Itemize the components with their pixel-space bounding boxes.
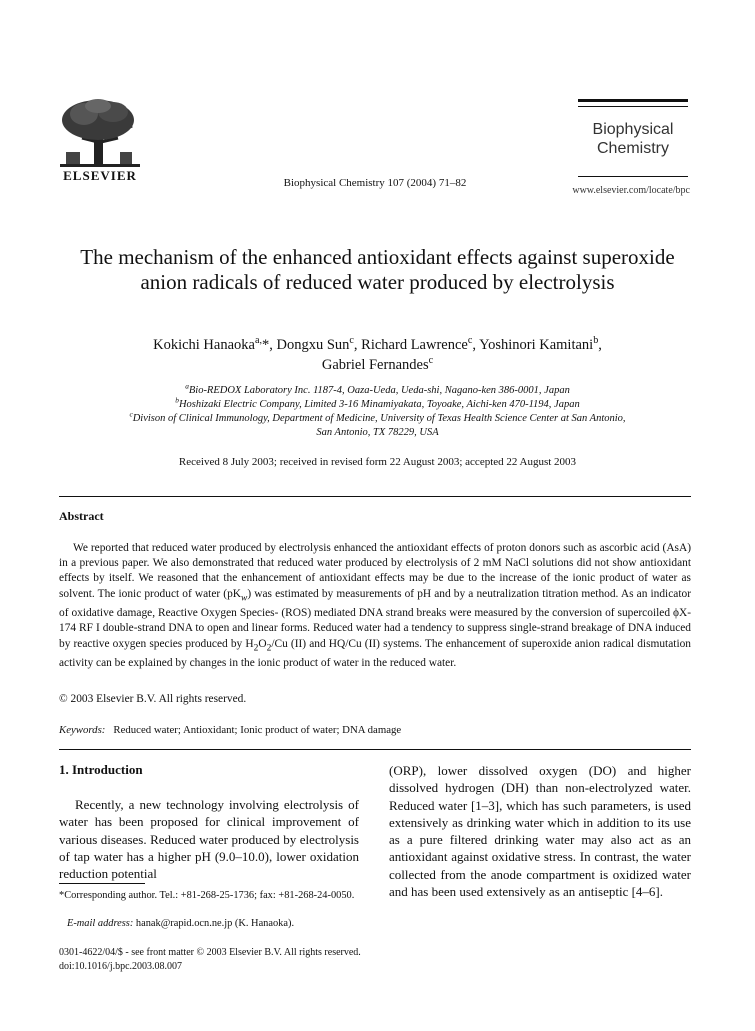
affil-marker: a, xyxy=(254,335,262,347)
affil-text: Hoshizaki Electric Company, Limited 3-16 Minamiyakata, Toyoake, Aichi-ken 470-1194, Japan xyxy=(178,399,580,410)
author-list xyxy=(60,335,695,375)
subscript: 2 xyxy=(253,642,259,653)
abstract-text: O xyxy=(258,637,267,650)
publisher-name: ELSEVIER xyxy=(63,168,137,183)
right-column-paragraph: (ORP), lower dissolved oxygen (DO) and higher dissolved hydrogen (DH) than non-electrolyzed water. Reduced water [1–3], which has such parameters, is used extensively as drinking water which in addition to its use as a pure filtered drinking water may also act as an antioxidant against oxidative stress. In contrast, the water collected from the anode compartment is oxidized water and has been used extensively as an antiseptic [4–6]. xyxy=(389,763,691,900)
abstract-copyright: © 2003 Elsevier B.V. All rights reserved. xyxy=(59,693,247,705)
author-kamitani: , Yoshinori Kamitani xyxy=(472,337,594,353)
abstract-top-rule xyxy=(59,496,691,497)
affil-label: c xyxy=(129,409,133,419)
email-footnote xyxy=(59,917,359,931)
header-rule-bottom xyxy=(578,176,688,177)
affiliation-c-cont: San Antonio, TX 78229, USA xyxy=(316,427,439,438)
article-title: The mechanism of the enhanced antioxidant effects against superoxide anion radicals of reduced water produced by electrolysis xyxy=(80,245,675,294)
keywords-bottom-rule xyxy=(59,749,691,750)
subscript: w xyxy=(241,592,248,603)
author-sun: , Dongxu Sun xyxy=(269,337,350,353)
header-rule-thin xyxy=(578,106,688,107)
journal-name-line1: Biophysical xyxy=(592,121,674,138)
received-dates: Received 8 July 2003; received in revised form 22 August 2003; accepted 22 August 2003 xyxy=(178,456,577,468)
affil-marker: c xyxy=(428,355,434,367)
corresponding-author-footnote: *Corresponding author. Tel.: +81-268-25-1736; fax: +81-268-24-0050. xyxy=(59,890,355,901)
affil-marker: b xyxy=(593,335,599,347)
affil-text: Divison of Clinical Immunology, Department of Medicine, University of Texas Health Science Center at San Antonio, xyxy=(132,413,626,424)
affil-marker: c xyxy=(467,335,473,347)
author-hanaoka: Kokichi Hanaoka xyxy=(153,337,255,353)
abstract-text: ) was estimated by measurements of pH and by a neutralization titration method. As an indicator of oxidative damage, Reactive Oxygen Species- (ROS) mediated DNA strand breaks were measured by the conversion of supercoiled ϕX-174 RF I double-strand DNA to open and linear forms. Reduced water had a tendency to suppress single-strand breakage of DNA induced by reactive oxygen species produced by H xyxy=(59,587,691,650)
section-heading-introduction: 1. Introduction xyxy=(59,762,143,777)
keywords xyxy=(59,724,401,736)
affil-label: b xyxy=(175,395,179,405)
affil-text: Bio-REDOX Laboratory Inc. 1187-4, Oaza-Ueda, Ueda-shi, Nagano-ken 386-0001, Japan xyxy=(188,385,570,396)
affil-label: a xyxy=(185,381,189,391)
journal-reference: Biophysical Chemistry 107 (2004) 71–82 xyxy=(283,177,467,189)
abstract-text: /Cu (II) and HQ/Cu (II) systems. The enhancement of superoxide anion radical dismutation activity can be explained by changes in the ionic product of water in the reduced water. xyxy=(59,637,691,669)
keywords-label: Keywords: xyxy=(59,724,106,736)
affiliation-c xyxy=(60,409,695,426)
email-address[interactable]: hanak@rapid.ocn.ne.jp (K. Hanaoka). xyxy=(135,918,295,929)
author-line-2 xyxy=(60,355,695,375)
subscript: 2 xyxy=(266,642,272,653)
affiliation-b xyxy=(60,395,695,412)
journal-url[interactable]: www.elsevier.com/locate/bpc xyxy=(572,185,690,196)
affiliation-a xyxy=(60,381,695,398)
corresponding-marker: * xyxy=(262,337,270,353)
abstract-body xyxy=(59,541,691,671)
left-column-paragraph: Recently, a new technology involving electrolysis of water has been proposed for clinical improvement of various diseases. Reduced water produced by electrolysis of tap water has a higher pH (9.0–10.0), lower oxidation reduction potential xyxy=(59,797,359,882)
author-fernandes: Gabriel Fernandes xyxy=(321,357,429,373)
affil-marker: c xyxy=(349,335,354,347)
affiliations xyxy=(60,381,695,440)
journal-name-line2: Chemistry xyxy=(596,140,669,157)
author-line-1 xyxy=(60,335,695,355)
doi-line[interactable]: doi:10.1016/j.bpc.2003.08.007 xyxy=(59,961,183,972)
author-lawrence: , Richard Lawrence xyxy=(353,337,468,353)
header-rule-thick xyxy=(578,99,688,102)
author-separator: , xyxy=(598,337,602,353)
journal-name xyxy=(578,120,688,158)
front-matter-line: 0301-4622/04/$ - see front matter © 2003 Elsevier B.V. All rights reserved. xyxy=(59,947,361,958)
footnote-rule xyxy=(59,883,145,884)
keywords-list: Reduced water; Antioxidant; Ionic product of water; DNA damage xyxy=(113,724,402,736)
email-label: E-mail address: xyxy=(67,918,134,929)
abstract-text: We reported that reduced water produced by electrolysis enhanced the antioxidant effects of proton donors such as ascorbic acid (AsA) in a previous paper. We also demonstrated that reduced water produced by electrolysis of 2 mM NaCl solutions did not show antioxidant effects by itself. We reasoned that the enhancement of antioxidant effects may be due to the increase of the ionic product of water as solvent. The ionic product of water (pK xyxy=(59,542,691,600)
abstract-heading: Abstract xyxy=(59,509,104,523)
